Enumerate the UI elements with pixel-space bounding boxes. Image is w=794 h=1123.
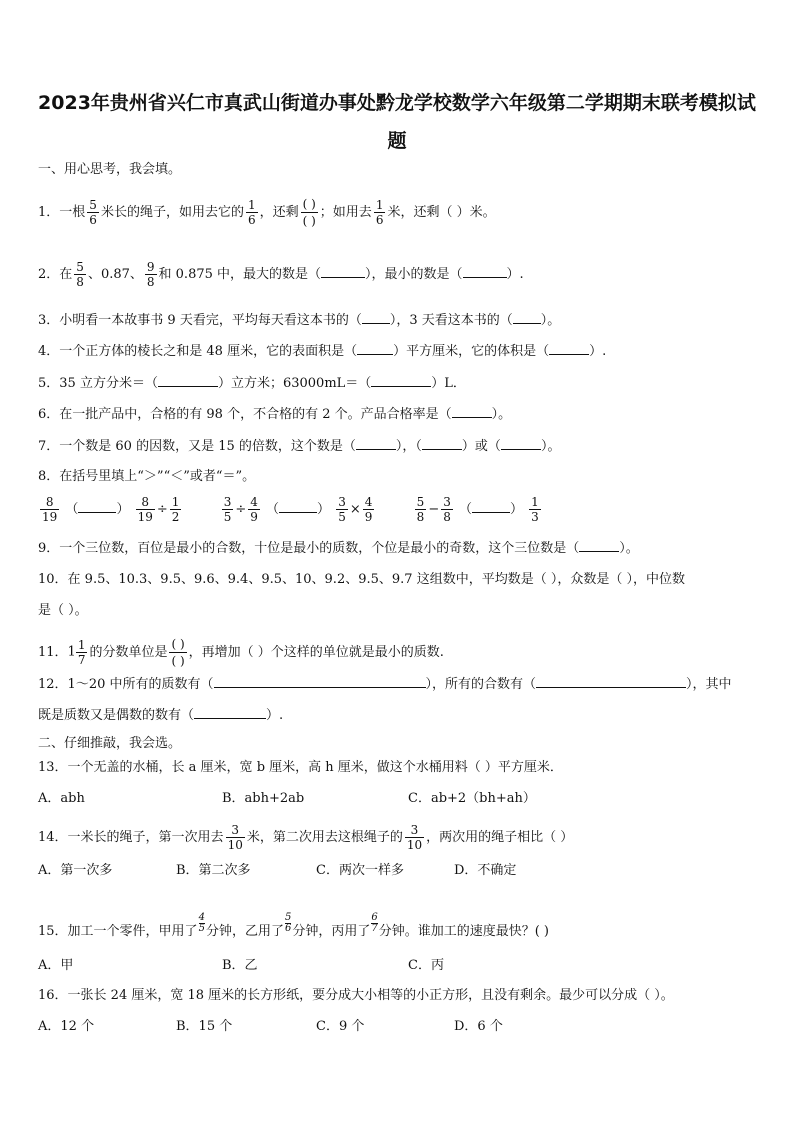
fraction: $\frac{5}{8}$ bbox=[416, 495, 425, 524]
mixed-number: 1 $\frac{1}{7}$ bbox=[67, 638, 86, 667]
question-15: 15．加工一个零件，甲用了 $\frac{4}{5}$ 分钟，乙用了 $\frac{5}{6}$ 分钟，丙用了 $\frac{6}{7}$ 分钟。谁加工的速度最快？( ) bbox=[38, 912, 549, 939]
fraction: $\frac{3}{10}$ bbox=[227, 823, 243, 852]
option-a[interactable]: A．12 个 bbox=[38, 1019, 95, 1034]
fraction: $\frac{8}{19}$ bbox=[137, 495, 153, 524]
fraction: $\frac{3}{8}$ bbox=[443, 495, 451, 524]
option-a[interactable]: A．abh bbox=[38, 791, 85, 806]
answer-blank[interactable] bbox=[356, 436, 396, 450]
question-12-cont: 既是质数又是偶数的数有（ ）. bbox=[38, 705, 760, 726]
question-3: 3．小明看一本故事书 9 天看完，平均每天看这本书的（ ），3 天看这本书的（ ）。 bbox=[38, 310, 760, 331]
answer-blank[interactable] bbox=[194, 705, 266, 719]
compare-blank[interactable] bbox=[472, 499, 510, 513]
answer-blank[interactable] bbox=[579, 538, 619, 552]
question-2: 2．在 $\frac{5}{8}$ 、0.87、 $\frac{9}{8}$ 和 0.875 中，最大的数是（ ），最小的数是（ ）. bbox=[38, 260, 524, 289]
question-14: 14．一米长的绳子，第一次用去 $\frac{3}{10}$ 米，第二次用去这根绳子的 $\frac{3}{10}$ ，两次用的绳子相比（ ） bbox=[38, 823, 574, 852]
question-4: 4．一个正方体的棱长之和是 48 厘米，它的表面积是（ ）平方厘米，它的体积是（ ）. bbox=[38, 341, 760, 362]
question-11: 11．1 $\frac{1}{7}$ 的分数单位是 $\frac{( )}{( )}$ ，再增加（ ）个这样的单位就是最小的质数. bbox=[38, 637, 444, 668]
answer-blank[interactable] bbox=[536, 674, 686, 688]
option-c[interactable]: C．9 个 bbox=[316, 1019, 365, 1034]
option-d[interactable]: D．不确定 bbox=[454, 863, 517, 878]
answer-blank[interactable] bbox=[321, 264, 365, 278]
question-15-options bbox=[38, 956, 760, 976]
exam-title-line2: 题 bbox=[387, 130, 407, 152]
fraction: $\frac{1}{6}$ bbox=[375, 198, 384, 227]
fraction: $\frac{8}{19}$ bbox=[42, 495, 58, 524]
fraction: $\frac{6}{7}$ bbox=[371, 912, 378, 934]
question-16-options bbox=[38, 1017, 760, 1037]
fraction: $\frac{5}{8}$ bbox=[76, 260, 84, 289]
option-b[interactable]: B．15 个 bbox=[176, 1019, 233, 1034]
answer-fraction-blank[interactable]: $\frac{( )}{( )}$ bbox=[171, 637, 185, 668]
fraction: $\frac{3}{10}$ bbox=[406, 823, 423, 852]
fraction: $\frac{9}{8}$ bbox=[146, 260, 155, 289]
option-b[interactable]: B．乙 bbox=[222, 958, 258, 973]
question-1: 1．一根 $\frac{5}{6}$ 米长的绳子，如用去它的 $\frac{1}{6}$ ，还剩 $\frac{( )}{( )}$ ；如用去 $\frac{1}{6}$ 米，还剩（ ）米。 bbox=[38, 197, 496, 228]
fraction: $\frac{1}{2}$ bbox=[171, 495, 180, 524]
option-c[interactable]: C．ab+2（bh+ah） bbox=[408, 791, 536, 806]
answer-blank[interactable] bbox=[357, 341, 393, 355]
fraction: $\frac{5}{6}$ bbox=[89, 198, 97, 227]
question-5: 5．35 立方分米＝（ ）立方米；63000mL＝（ ）L． bbox=[38, 373, 760, 394]
question-12: 12．1～20 中所有的质数有（ ），所有的合数有（ ），其中 bbox=[38, 674, 760, 695]
answer-blank[interactable] bbox=[501, 436, 541, 450]
answer-blank[interactable] bbox=[214, 674, 426, 688]
option-a[interactable]: A．第一次多 bbox=[38, 863, 113, 878]
question-16: 16．一张长 24 厘米，宽 18 厘米的长方形纸，要分成大小相等的小正方形，且没有剩余。最少可以分成（ ）。 bbox=[38, 988, 674, 1003]
answer-blank[interactable] bbox=[452, 404, 492, 418]
answer-blank[interactable] bbox=[158, 373, 218, 387]
fraction: $\frac{1}{6}$ bbox=[247, 198, 256, 227]
answer-blank[interactable] bbox=[513, 310, 541, 324]
answer-blank[interactable] bbox=[371, 373, 431, 387]
option-a[interactable]: A．甲 bbox=[38, 958, 74, 973]
compare-blank[interactable] bbox=[78, 499, 116, 513]
answer-blank[interactable] bbox=[422, 436, 462, 450]
option-c[interactable]: C．两次一样多 bbox=[316, 863, 404, 878]
option-b[interactable]: B．第二次多 bbox=[176, 863, 251, 878]
question-8-exercises: $\frac{8}{19}$ （ ） $\frac{8}{19}$ ÷ $\frac{1}{2}$ $\frac{3}{5}$ ÷ $\frac{4}{9}$ （ ） $\frac{3}{5}$ × $\frac{4}{9}$ $\frac{5}{8}$ − $\frac{3}{8}$ （ ） $\frac{1}{3}$ bbox=[42, 495, 539, 524]
fraction: $\frac{4}{9}$ bbox=[364, 495, 373, 524]
question-13: 13．一个无盖的水桶，长 a 厘米，宽 b 厘米，高 h 厘米，做这个水桶用料（ ）平方厘米． bbox=[38, 760, 563, 775]
question-7: 7．一个数是 60 的因数，又是 15 的倍数，这个数是（ ），（ ）或（ ）。 bbox=[38, 436, 760, 457]
option-d[interactable]: D．6 个 bbox=[454, 1019, 503, 1034]
fraction: $\frac{4}{5}$ bbox=[198, 912, 205, 934]
section-1-heading: 一、用心思考，我会填。 bbox=[38, 162, 182, 177]
option-c[interactable]: C．丙 bbox=[408, 958, 444, 973]
question-9: 9．一个三位数，百位是最小的合数，十位是最小的质数，个位是最小的奇数，这个三位数是（ ）。 bbox=[38, 538, 760, 559]
option-b[interactable]: B．abh+2ab bbox=[222, 791, 305, 806]
section-2-heading: 二、仔细推敲，我会选。 bbox=[38, 736, 182, 751]
answer-blank[interactable] bbox=[362, 310, 390, 324]
question-13-options bbox=[38, 789, 760, 809]
fraction: $\frac{3}{5}$ bbox=[223, 495, 232, 524]
question-10-cont: 是（ ）。 bbox=[38, 603, 88, 618]
fraction: $\frac{4}{9}$ bbox=[250, 495, 258, 524]
question-10: 10．在 9.5、10.3、9.5、9.6、9.4、9.5、10、9.2、9.5、9.7 这组数中，平均数是（ ），众数是（ ），中位数 bbox=[38, 572, 685, 587]
answer-blank[interactable] bbox=[463, 264, 507, 278]
question-6: 6．在一批产品中，合格的有 98 个，不合格的有 2 个。产品合格率是（ ）。 bbox=[38, 404, 760, 425]
answer-blank[interactable] bbox=[549, 341, 589, 355]
fraction: $\frac{5}{6}$ bbox=[284, 912, 292, 934]
question-14-options bbox=[38, 861, 760, 881]
fraction: $\frac{1}{3}$ bbox=[531, 495, 539, 524]
compare-blank[interactable] bbox=[279, 499, 317, 513]
answer-fraction-blank[interactable]: $\frac{( )}{( )}$ bbox=[302, 197, 316, 228]
fraction: $\frac{3}{5}$ bbox=[338, 495, 346, 524]
question-8: 8．在括号里填上“＞”“＜”或者“＝”。 bbox=[38, 469, 256, 484]
exam-title-line1: 2023年贵州省兴仁市真武山街道办事处黔龙学校数学六年级第二学期期末联考模拟试 bbox=[38, 92, 756, 114]
